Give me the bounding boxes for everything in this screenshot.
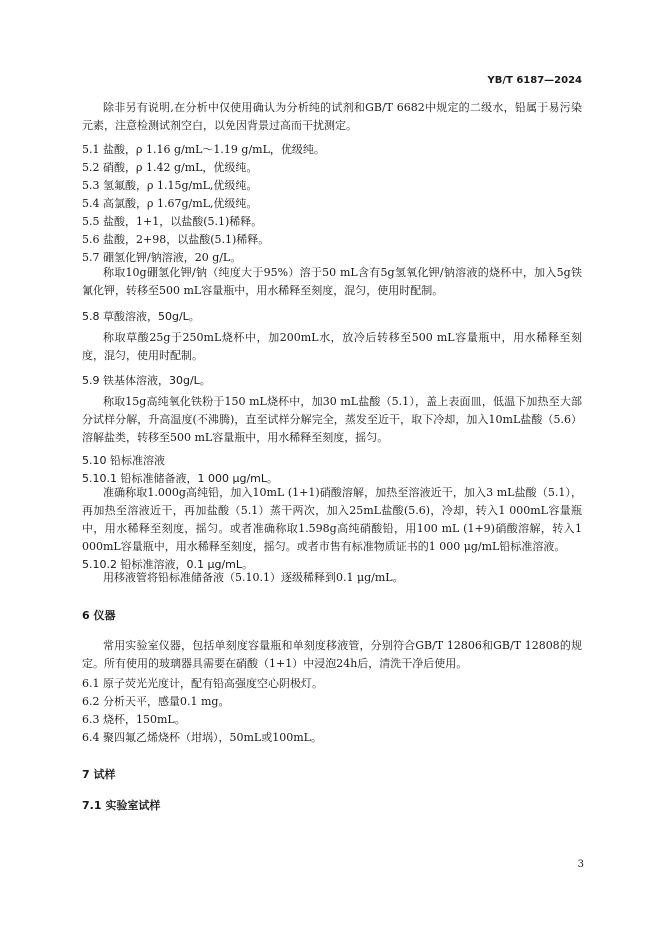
section-5-10-1-text: 准确称取1.000g高纯铅，加入10mL (1+1)硝酸溶解，加热至溶液近干，加入3 mL盐酸（5.1），再加热至溶液近干，再加盐酸（5.1）蒸干两次，加入25mL盐酸(5.6)，冷却，转入1 000mL容量瓶中，用水稀释至刻度，摇匀。或者准确称取1.598g高纯硝酸铅，用100 mL (1+9)硝酸溶解，转入1 000mL容量瓶中，用水稀释至刻度，摇匀。或者市售有标准物质证书的1 000 μg/mL铅标准溶液。 — [82, 486, 582, 553]
instrument-6-1: 6.1 原子荧光光度计，配有铅高强度空心阴极灯。 — [82, 677, 323, 690]
reagent-5-7: 5.7 硼氢化钾/钠溶液，20 g/L。 — [82, 251, 242, 264]
instrument-6-4: 6.4 聚四氟乙烯烧杯（坩埚），50mL或100mL。 — [82, 731, 322, 744]
section-5-8-text: 称取草酸25g于250mL烧杯中，加200mL水，放冷后转移至500 mL容量瓶中，用水稀释至刻度，混匀，使用时配制。 — [82, 331, 582, 362]
section-6-text: 常用实验室仪器，包括单刻度容量瓶和单刻度移液管，分别符合GB/T 12806和GB/T 12808的规定。所有使用的玻璃器具需要在硝酸（1+1）中浸泡24h后，清洗干净后使用。 — [82, 639, 582, 670]
section-7-title: 7 试样 — [82, 768, 116, 781]
section-5-10-title: 5.10 铅标准溶液 — [82, 454, 165, 467]
section-5-9-text: 称取15g高纯氧化铁粉于150 mL烧杯中，加30 mL盐酸（5.1），盖上表面皿，低温下加热至大部分试样分解，升高温度(不沸腾)，直至试样分解完全，蒸发至近干，取下冷却，加入10mL盐酸（5.6）溶解盐类，转移至500 mL容量瓶中，用水稀释至刻度，摇匀。 — [82, 395, 582, 444]
standard-number: YB/T 6187—2024 — [487, 75, 582, 86]
reagent-5-1: 5.1 盐酸，ρ 1.16 g/mL～1.19 g/mL，优级纯。 — [82, 143, 325, 156]
instrument-6-2: 6.2 分析天平，感量0.1 mg。 — [82, 695, 230, 708]
reagent-5-7-text: 称取10g硼氢化钾/钠（纯度大于95%）溶于50 mL含有5g氢氧化钾/钠溶液的烧杯中，加入5g铁氰化钾，转移至500 mL容量瓶中，用水稀释至刻度，混匀，使用时配制。 — [82, 266, 582, 297]
section-5-10-1-title: 5.10.1 铅标准储备液，1 000 μg/mL。 — [82, 472, 279, 485]
instrument-6-3: 6.3 烧杯，150mL。 — [82, 713, 186, 726]
intro-paragraph: 除非另有说明,在分析中仅使用确认为分析纯的试剂和GB/T 6682中规定的二级水，铅属于易污染元素，注意检测试剂空白，以免因背景过高而干扰测定。 — [82, 101, 582, 132]
section-7-1-title: 7.1 实验室试样 — [82, 799, 161, 812]
reagent-5-6: 5.6 盐酸，2+98，以盐酸(5.1)稀释。 — [82, 233, 270, 246]
section-6-title: 6 仪器 — [82, 609, 116, 622]
reagent-5-2: 5.2 硝酸，ρ 1.42 g/mL，优级纯。 — [82, 161, 258, 174]
reagent-5-5: 5.5 盐酸，1+1，以盐酸(5.1)稀释。 — [82, 215, 263, 228]
page-number: 3 — [577, 859, 584, 870]
reagent-5-3: 5.3 氢氟酸，ρ 1.15g/mL,优级纯。 — [82, 179, 258, 192]
reagent-5-4: 5.4 高氯酸，ρ 1.67g/mL,优级纯。 — [82, 197, 258, 210]
section-5-10-2-text: 用移液管将铅标准储备液（5.10.1）逐级稀释到0.1 μg/mL。 — [103, 571, 404, 584]
section-5-9-title: 5.9 铁基体溶液，30g/L。 — [82, 374, 211, 387]
section-5-8-title: 5.8 草酸溶液，50g/L。 — [82, 310, 200, 323]
section-5-10-2-title: 5.10.2 铅标准溶液，0.1 μg/mL。 — [82, 558, 254, 571]
